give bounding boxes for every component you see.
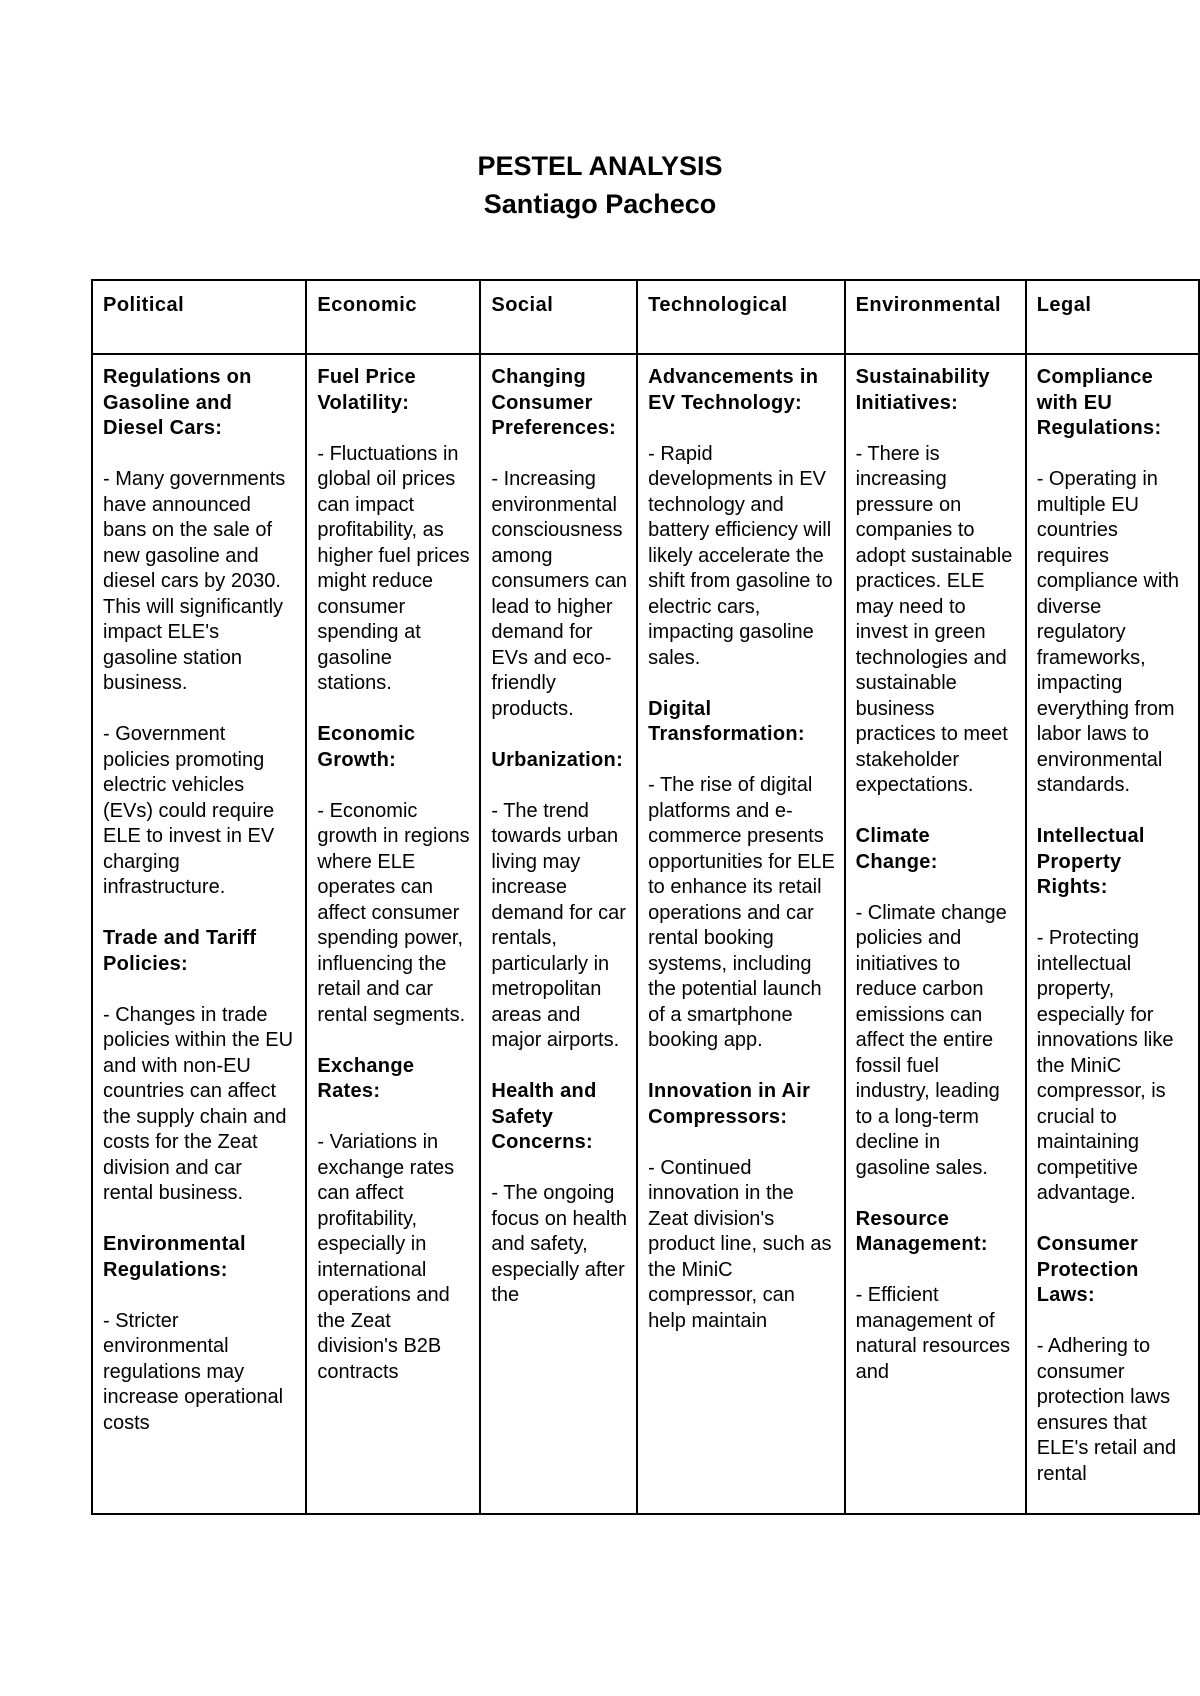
section-title: Intellectual Property Rights: bbox=[1036, 825, 1145, 898]
political-section bbox=[103, 365, 297, 697]
social-section bbox=[491, 748, 628, 1054]
section-title: Innovation in Air Compressors: bbox=[648, 1080, 811, 1128]
economic-section bbox=[317, 722, 471, 1028]
section-text: - The trend towards urban living may increase demand for car rentals, particularly in metropolitan areas and major airports. bbox=[491, 799, 626, 1051]
document-title: PESTEL ANALYSIS bbox=[477, 151, 723, 181]
section-text: - Many governments have announced bans on the sale of new gasoline and diesel cars by 2030. This will significantly impact ELE's gasoline station business. bbox=[103, 468, 286, 694]
environmental-section bbox=[856, 824, 1017, 1181]
header-legal: Legal bbox=[1026, 280, 1199, 354]
political-section bbox=[103, 926, 297, 1207]
section-title: Resource Management: bbox=[855, 1207, 988, 1255]
section-title: Health and Safety Concerns: bbox=[491, 1080, 597, 1153]
section-text: - Climate change policies and initiatives to reduce carbon emissions can affect the entire fossil fuel industry, leading to a long-term decline in gasoline sales. bbox=[855, 901, 1007, 1179]
section-text: - Government policies promoting electric vehicles (EVs) could require ELE to invest in EV charging infrastructure. bbox=[103, 723, 275, 898]
legal-section bbox=[1037, 365, 1190, 799]
social-section bbox=[491, 1079, 628, 1309]
section-text: - Variations in exchange rates can affect profitability, especially in international operations and the Zeat division's B2B contracts bbox=[317, 1131, 455, 1383]
section-title: Exchange Rates: bbox=[317, 1054, 415, 1102]
section-text: - Economic growth in regions where ELE operates can affect consumer spending power, influencing the retail and car rental segments. bbox=[317, 799, 470, 1026]
section-text: - Operating in multiple EU countries requires compliance with diverse regulatory frameworks, impacting everything from labor laws to environmental standards. bbox=[1036, 468, 1180, 796]
section-text: - The rise of digital platforms and e-commerce presents opportunities for ELE to enhance its retail operations and car rental booking systems, including the potential launch of a smartphone booking app. bbox=[648, 774, 835, 1051]
section-text: - Adhering to consumer protection laws ensures that ELE's retail and rental bbox=[1036, 1335, 1177, 1485]
legal-section bbox=[1037, 1232, 1190, 1487]
section-text: - Stricter environmental regulations may increase operational costs bbox=[103, 1309, 284, 1434]
header-row bbox=[92, 280, 1199, 354]
header-environmental: Environmental bbox=[845, 280, 1026, 354]
section-title: Consumer Protection Laws: bbox=[1036, 1233, 1139, 1306]
section-title: Urbanization: bbox=[491, 748, 624, 771]
environmental-section bbox=[856, 1207, 1017, 1386]
economic-section bbox=[317, 1054, 471, 1386]
header-political: Political bbox=[92, 280, 306, 354]
environmental-section bbox=[856, 365, 1017, 799]
economic-cell bbox=[306, 354, 480, 1514]
section-title: Compliance with EU Regulations: bbox=[1036, 366, 1162, 439]
header-economic: Economic bbox=[306, 280, 480, 354]
technological-section bbox=[648, 1079, 835, 1334]
header-technological: Technological bbox=[637, 280, 844, 354]
section-title: Regulations on Gasoline and Diesel Cars: bbox=[103, 366, 252, 439]
section-title: Environmental Regulations: bbox=[103, 1233, 246, 1281]
section-title: Sustainability Initiatives: bbox=[855, 366, 990, 414]
social-cell bbox=[480, 354, 637, 1514]
section-text: - Increasing environmental consciousness among consumers can lead to higher demand for EVs and eco-friendly products. bbox=[491, 468, 627, 720]
legal-cell bbox=[1026, 354, 1199, 1514]
header-social: Social bbox=[480, 280, 637, 354]
section-title: Advancements in EV Technology: bbox=[648, 366, 819, 414]
political-section bbox=[103, 722, 297, 901]
section-title: Climate Change: bbox=[855, 825, 938, 873]
economic-section bbox=[317, 365, 471, 697]
section-text: - There is increasing pressure on companies to adopt sustainable practices. ELE may need to invest in green technologies and sustainable business practices to meet stakeholder expectations. bbox=[855, 442, 1013, 796]
section-title: Changing Consumer Preferences: bbox=[491, 366, 617, 439]
section-text: - The ongoing focus on health and safety, especially after the bbox=[491, 1182, 628, 1306]
section-text: - Protecting intellectual property, especially for innovations like the MiniC compressor, is crucial to maintaining competitive advantage. bbox=[1036, 927, 1174, 1204]
document-author: Santiago Pacheco bbox=[483, 189, 717, 219]
section-text: - Continued innovation in the Zeat division's product line, such as the MiniC compressor, can help maintain bbox=[648, 1156, 832, 1332]
political-section bbox=[103, 1232, 297, 1436]
section-text: - Rapid developments in EV technology and battery efficiency will likely accelerate the shift from gasoline to electric cars, impacting gasoline sales. bbox=[648, 442, 833, 669]
section-title: Fuel Price Volatility: bbox=[317, 366, 416, 414]
section-text: - Efficient management of natural resources and bbox=[855, 1284, 1011, 1383]
document-header bbox=[0, 147, 1200, 223]
environmental-cell bbox=[845, 354, 1026, 1514]
legal-section bbox=[1037, 824, 1190, 1207]
pestel-table bbox=[91, 279, 1200, 1515]
technological-section bbox=[648, 697, 835, 1054]
section-text: - Fluctuations in global oil prices can impact profitability, as higher fuel prices might reduce consumer spending at gasoline stations. bbox=[317, 442, 470, 694]
content-row bbox=[92, 354, 1199, 1514]
technological-section bbox=[648, 365, 835, 671]
section-title: Economic Growth: bbox=[317, 723, 416, 771]
section-title: Digital Transformation: bbox=[648, 697, 805, 745]
section-title: Trade and Tariff Policies: bbox=[103, 927, 257, 975]
social-section bbox=[491, 365, 628, 722]
section-text: - Changes in trade policies within the EU and with non-EU countries can affect the supply chain and costs for the Zeat division and car rental business. bbox=[103, 1003, 294, 1204]
technological-cell bbox=[637, 354, 844, 1514]
political-cell bbox=[92, 354, 306, 1514]
